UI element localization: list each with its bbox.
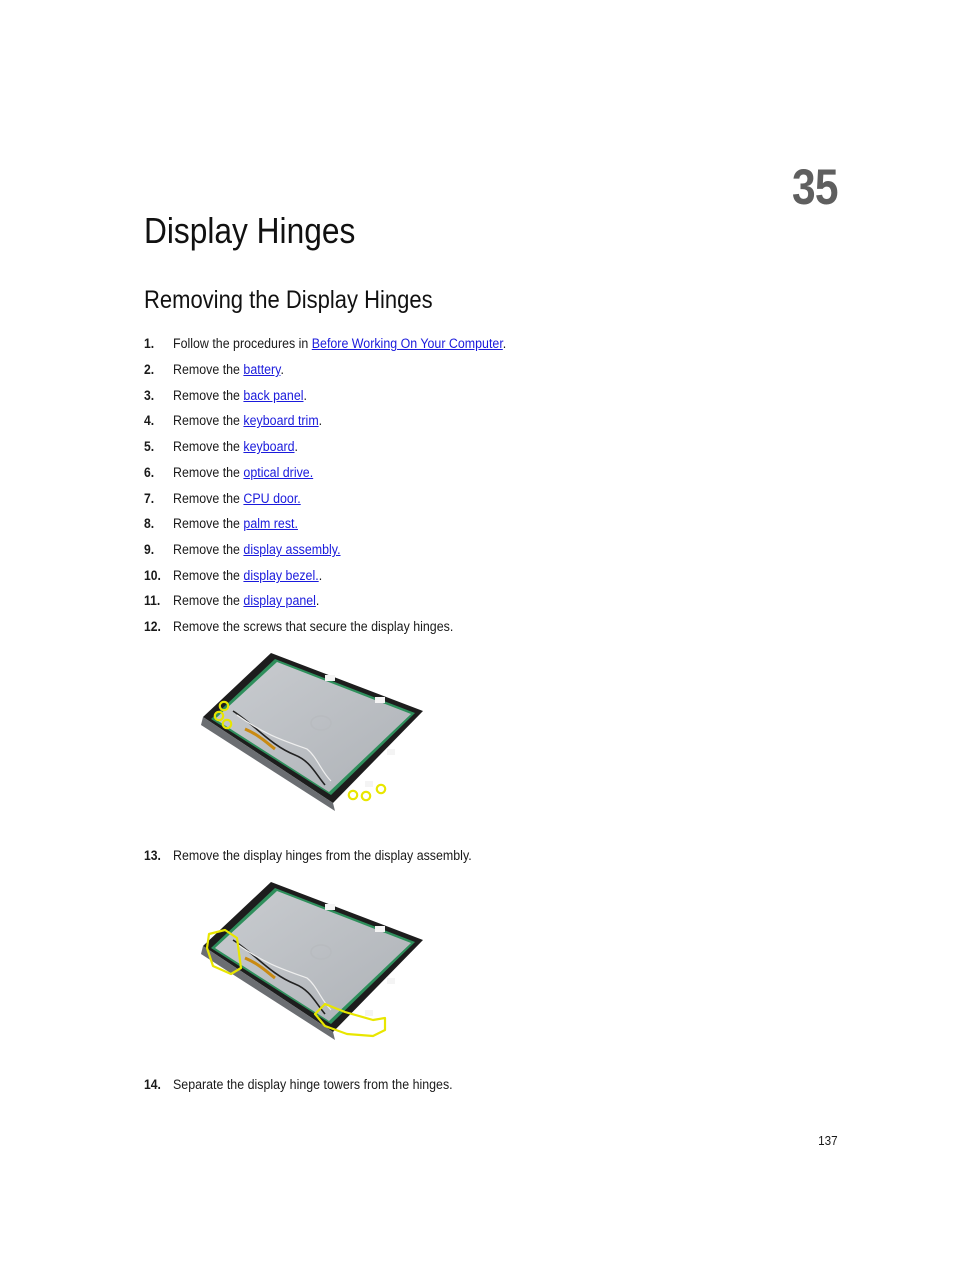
step-number: 14. (144, 1077, 161, 1092)
step-number: 8. (144, 516, 155, 531)
step-text: Remove the (173, 439, 244, 454)
step-number: 9. (144, 542, 155, 557)
cover-tab (387, 978, 395, 984)
screw-circle (349, 791, 357, 799)
step-text: Remove the (173, 413, 244, 428)
link-keyboard[interactable]: keyboard (243, 439, 295, 454)
screw-circle (362, 792, 370, 800)
step-number: 1. (144, 336, 155, 351)
link-optical-drive[interactable]: optical drive. (243, 465, 314, 480)
cover-tab (365, 781, 373, 787)
link-battery[interactable]: battery (243, 362, 281, 377)
section-title: Removing the Display Hinges (144, 286, 433, 314)
step-text: Separate the display hinge towers from the hinges. (173, 1077, 453, 1092)
step-number: 12. (144, 619, 161, 634)
step-number: 4. (144, 413, 155, 428)
step-text: Remove the (173, 593, 244, 608)
cover-tab (375, 697, 385, 703)
step-text: Remove the screws that secure the display hinges. (173, 619, 454, 634)
step-suffix: . (294, 439, 298, 454)
chapter-number: 35 (792, 159, 838, 215)
step-suffix: . (502, 336, 507, 351)
step-suffix: . (318, 568, 323, 583)
link-before-working[interactable]: Before Working On Your Computer (311, 336, 503, 351)
cover-tab (365, 1010, 373, 1016)
cover-tab (325, 675, 335, 681)
step-number: 11. (144, 593, 161, 608)
link-back-panel[interactable]: back panel (243, 388, 304, 403)
link-display-panel[interactable]: display panel (243, 593, 316, 608)
step-suffix: . (303, 388, 307, 403)
step-text: Remove the (173, 388, 244, 403)
step-text: Remove the (173, 465, 244, 480)
link-keyboard-trim[interactable]: keyboard trim (243, 413, 319, 428)
link-palm-rest[interactable]: palm rest. (243, 516, 298, 531)
step-suffix: . (318, 413, 323, 428)
step-text: Remove the (173, 568, 244, 583)
figure-display-screws (175, 645, 440, 830)
step-text: Remove the (173, 362, 244, 377)
step-number: 6. (144, 465, 155, 480)
page-number: 137 (818, 1133, 838, 1148)
step-suffix: . (315, 593, 320, 608)
screw-circle (377, 785, 385, 793)
cover-tab (375, 926, 385, 932)
chapter-title: Display Hinges (144, 210, 356, 251)
link-cpu-door[interactable]: CPU door. (243, 491, 301, 506)
cover-tab (387, 749, 395, 755)
step-text: Remove the (173, 516, 244, 531)
step-number: 7. (144, 491, 155, 506)
step-number: 5. (144, 439, 155, 454)
step-text: Remove the display hinges from the display assembly. (173, 848, 472, 863)
step-number: 13. (144, 848, 161, 863)
step-number: 2. (144, 362, 155, 377)
step-suffix: . (280, 362, 284, 377)
step-text: Remove the (173, 542, 244, 557)
link-display-bezel[interactable]: display bezel. (243, 568, 319, 583)
step-number: 10. (144, 568, 161, 583)
step-text: Remove the (173, 491, 244, 506)
step-number: 3. (144, 388, 155, 403)
link-display-assembly[interactable]: display assembly. (243, 542, 341, 557)
cover-tab (325, 904, 335, 910)
step-text: Follow the procedures in (173, 336, 312, 351)
figure-display-hinges (175, 874, 440, 1059)
